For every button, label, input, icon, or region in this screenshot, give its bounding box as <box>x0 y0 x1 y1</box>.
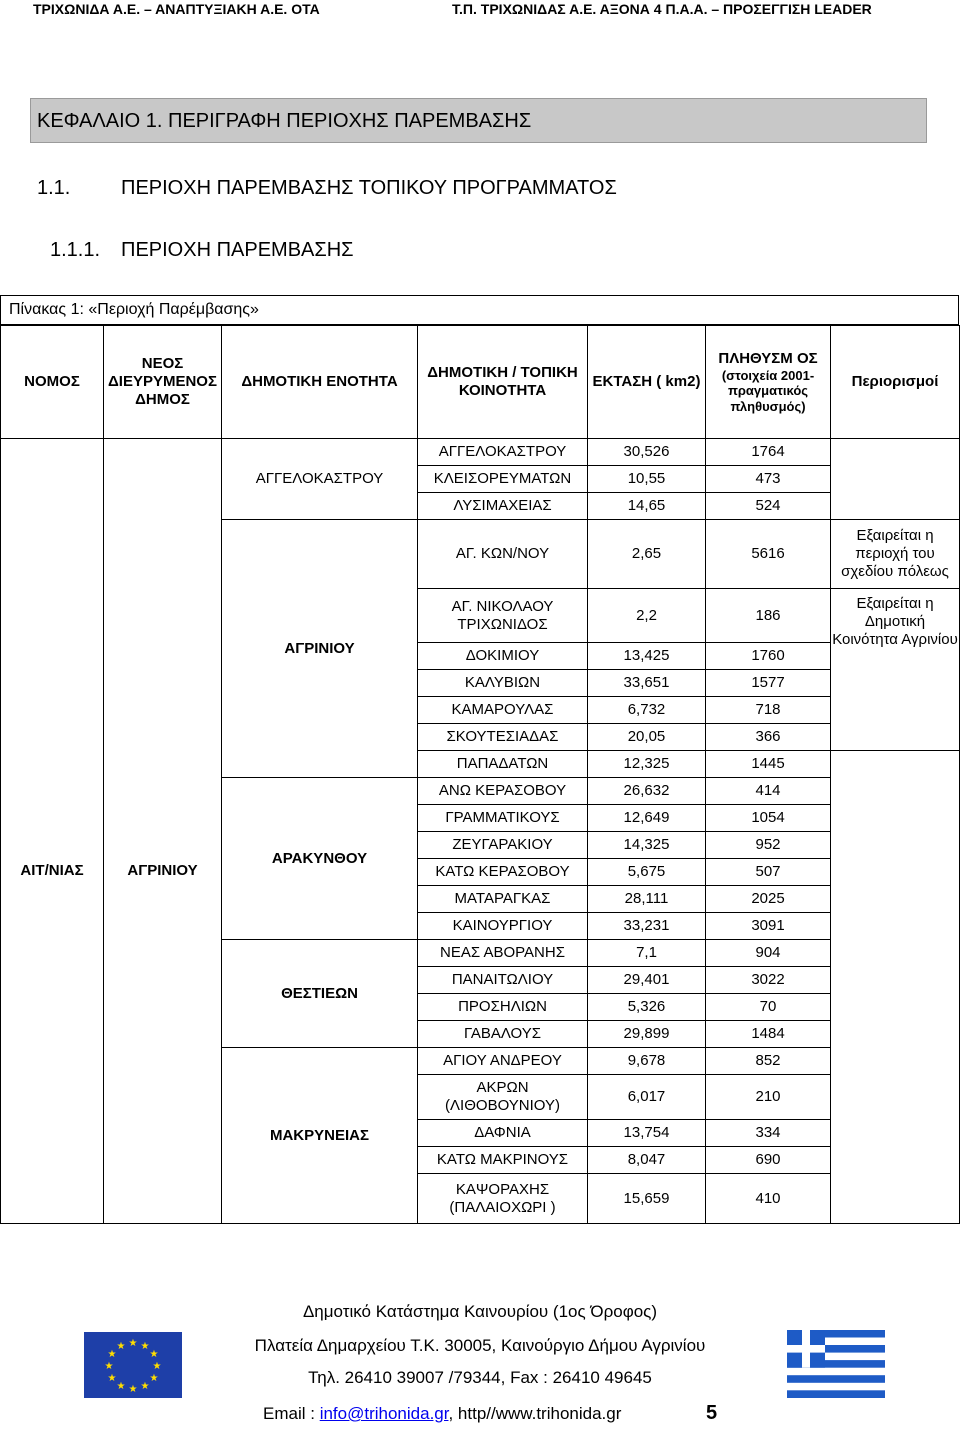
page-number: 5 <box>706 1402 718 1424</box>
svg-text:★: ★ <box>128 1338 138 1349</box>
section-heading <box>37 177 617 200</box>
koinotita-area: 15,659 <box>588 1174 706 1224</box>
koinotita-pop: 1764 <box>706 439 831 466</box>
svg-text:★: ★ <box>116 1381 126 1392</box>
svg-text:★: ★ <box>107 1373 117 1384</box>
koinotita-pop: 410 <box>706 1174 831 1224</box>
enotita-thestieon: ΘΕΣΤΙΕΩΝ <box>222 940 418 1048</box>
koinotita-name: ΚΑΛΥΒΙΩΝ <box>418 670 588 697</box>
koinotita-area: 6,017 <box>588 1075 706 1120</box>
area-table <box>0 325 960 1224</box>
svg-text:★: ★ <box>128 1384 138 1395</box>
koinotita-area: 6,732 <box>588 697 706 724</box>
chapter-title: ΚΕΦΑΛΑΙΟ 1. ΠΕΡΙΓΡΑΦΗ ΠΕΡΙΟΧΗΣ ΠΑΡΕΜΒΑΣΗΣ <box>37 110 532 132</box>
koinotita-name: ΓΑΒΑΛΟΥΣ <box>418 1021 588 1048</box>
restriction-town-plan: Εξαιρείται η περιοχή του σχεδίου πόλεως <box>831 520 960 589</box>
koinotita-pop: 1760 <box>706 643 831 670</box>
website-text: , http//www.trihonida.gr <box>448 1404 622 1423</box>
email-link[interactable]: info@trihonida.gr <box>319 1404 449 1423</box>
koinotita-name: ΛΥΣΙΜΑΧΕΙΑΣ <box>418 493 588 520</box>
koinotita-area: 29,899 <box>588 1021 706 1048</box>
koinotita-name: ΑΓΙΟΥ ΑΝΔΡΕΟΥ <box>418 1048 588 1075</box>
email-label: Email : <box>263 1404 320 1423</box>
koinotita-pop: 414 <box>706 778 831 805</box>
koinotita-pop: 690 <box>706 1147 831 1174</box>
header-dimos: ΝΕΟΣ ΔΙΕΥΡΥΜΕΝΟΣ ΔΗΜΟΣ <box>104 326 222 439</box>
header-left: ΤΡΙΧΩΝΙΔΑ Α.Ε. – ΑΝΑΠΤΥΞΙΑΚΗ Α.Ε. ΟΤΑ <box>33 1 320 17</box>
koinotita-pop: 1054 <box>706 805 831 832</box>
koinotita-area: 9,678 <box>588 1048 706 1075</box>
footer-address-1: Δημοτικό Κατάστημα Καινουρίου (1ος Όροφος) <box>302 1302 658 1321</box>
subsection-title: ΠΕΡΙΟΧΗ ΠΑΡΕΜΒΑΣΗΣ <box>121 239 354 261</box>
section-number: 1.1. <box>37 177 71 199</box>
koinotita-area: 20,05 <box>588 724 706 751</box>
enotita-makryneias: ΜΑΚΡΥΝΕΙΑΣ <box>222 1048 418 1224</box>
svg-text:★: ★ <box>104 1361 114 1372</box>
koinotita-name: ΚΑΙΝΟΥΡΓΙΟΥ <box>418 913 588 940</box>
koinotita-name: ΖΕΥΓΑΡΑΚΙΟΥ <box>418 832 588 859</box>
header-enotita: ΔΗΜΟΤΙΚΗ ΕΝΟΤΗΤΑ <box>222 326 418 439</box>
enotita-arakynthou: ΑΡΑΚΥΝΘΟΥ <box>222 778 418 940</box>
koinotita-area: 7,1 <box>588 940 706 967</box>
koinotita-pop: 186 <box>706 589 831 643</box>
svg-text:★: ★ <box>107 1349 117 1360</box>
koinotita-name: ΣΚΟΥΤΕΣΙΑΔΑΣ <box>418 724 588 751</box>
greek-flag-stripes-icon <box>787 1330 885 1398</box>
koinotita-pop: 334 <box>706 1120 831 1147</box>
section-title: ΠΕΡΙΟΧΗ ΠΑΡΕΜΒΑΣΗΣ ΤΟΠΙΚΟΥ ΠΡΟΓΡΑΜΜΑΤΟΣ <box>121 177 617 199</box>
restriction-empty <box>831 439 960 520</box>
nomos-cell-top <box>1 439 104 520</box>
koinotita-area: 29,401 <box>588 967 706 994</box>
svg-text:★: ★ <box>116 1341 126 1352</box>
koinotita-area: 5,326 <box>588 994 706 1021</box>
table-header-row <box>1 326 960 439</box>
dimos-cell: ΑΓΡΙΝΙΟΥ <box>104 520 222 1224</box>
koinotita-pop: 210 <box>706 1075 831 1120</box>
subsection-heading <box>50 239 354 262</box>
koinotita-area: 12,649 <box>588 805 706 832</box>
koinotita-pop: 507 <box>706 859 831 886</box>
eu-stars-icon <box>84 1332 182 1398</box>
enotita-agriniou: ΑΓΡΙΝΙΟΥ <box>222 520 418 778</box>
koinotita-area: 10,55 <box>588 466 706 493</box>
koinotita-name: ΚΑΤΩ ΜΑΚΡΙΝΟΥΣ <box>418 1147 588 1174</box>
header-nomos: ΝΟΜΟΣ <box>1 326 104 439</box>
subsection-number: 1.1.1. <box>50 239 101 261</box>
koinotita-area: 33,651 <box>588 670 706 697</box>
koinotita-name: ΜΑΤΑΡΑΓΚΑΣ <box>418 886 588 913</box>
koinotita-pop: 5616 <box>706 520 831 589</box>
koinotita-name: ΓΡΑΜΜΑΤΙΚΟΥΣ <box>418 805 588 832</box>
header-right: Τ.Π. ΤΡΙΧΩΝΙΔΑΣ Α.Ε. ΑΞΟΝΑ 4 Π.Α.Α. – ΠΡΟΣΕΓΓΙΣΗ LEADER <box>452 1 872 17</box>
koinotita-area: 30,526 <box>588 439 706 466</box>
koinotita-name: ΑΓ. ΝΙΚΟΛΑΟΥ ΤΡΙΧΩΝΙΔΟΣ <box>418 589 588 643</box>
koinotita-pop: 852 <box>706 1048 831 1075</box>
koinotita-pop: 524 <box>706 493 831 520</box>
table-caption-text: Πίνακας 1: «Περιοχή Παρέμβασης» <box>9 301 259 318</box>
koinotita-area: 13,754 <box>588 1120 706 1147</box>
koinotita-area: 14,65 <box>588 493 706 520</box>
greek-flag-icon <box>787 1330 885 1398</box>
koinotita-area: 2,2 <box>588 589 706 643</box>
koinotita-name: ΚΛΕΙΣΟΡΕΥΜΑΤΩΝ <box>418 466 588 493</box>
koinotita-name: ΑΓΓΕΛΟΚΑΣΤΡΟΥ <box>418 439 588 466</box>
koinotita-name: ΚΑΜΑΡΟΥΛΑΣ <box>418 697 588 724</box>
page-header <box>0 0 960 22</box>
koinotita-pop: 2025 <box>706 886 831 913</box>
koinotita-area: 26,632 <box>588 778 706 805</box>
nomos-cell: ΑΙΤ/ΝΙΑΣ <box>1 520 104 1224</box>
koinotita-name: ΑΓ. ΚΩΝ/ΝΟΥ <box>418 520 588 589</box>
koinotita-pop: 1445 <box>706 751 831 778</box>
footer-address-2: Πλατεία Δημαρχείου Τ.Κ. 30005, Καινούργιο Δήμου Αγρινίου <box>254 1336 706 1355</box>
koinotita-pop: 1577 <box>706 670 831 697</box>
koinotita-name: ΠΑΝΑΙΤΩΛΙΟΥ <box>418 967 588 994</box>
header-plithysmos-note: (στοιχεία 2001- πραγματικός πληθυσμός) <box>721 367 815 414</box>
table-row <box>1 439 960 466</box>
svg-text:★: ★ <box>149 1349 159 1360</box>
restriction-agriniou-community: Εξαιρείται η Δημοτική Κοινότητα Αγρινίου <box>831 589 960 751</box>
svg-text:★: ★ <box>140 1341 150 1352</box>
koinotita-area: 13,425 <box>588 643 706 670</box>
koinotita-name: ΝΕΑΣ ΑΒΟΡΑΝΗΣ <box>418 940 588 967</box>
koinotita-pop: 473 <box>706 466 831 493</box>
koinotita-pop: 3091 <box>706 913 831 940</box>
koinotita-area: 14,325 <box>588 832 706 859</box>
koinotita-name: ΔΟΚΙΜΙΟΥ <box>418 643 588 670</box>
koinotita-area: 33,231 <box>588 913 706 940</box>
koinotita-name: ΚΑΨΟΡΑΧΗΣ (ΠΑΛΑΙΟΧΩΡΙ ) <box>418 1174 588 1224</box>
footer-contact <box>263 1404 621 1424</box>
header-koinotita: ΔΗΜΟΤΙΚΗ / ΤΟΠΙΚΗ ΚΟΙΝΟΤΗΤΑ <box>418 326 588 439</box>
koinotita-name: ΑΝΩ ΚΕΡΑΣΟΒΟΥ <box>418 778 588 805</box>
footer-phone: Τηλ. 26410 39007 /79344, Fax : 26410 49645 <box>308 1368 652 1387</box>
header-periorismoi: Περιορισμοί <box>831 326 960 439</box>
koinotita-name: ΔΑΦΝΙΑ <box>418 1120 588 1147</box>
koinotita-pop: 904 <box>706 940 831 967</box>
koinotita-area: 12,325 <box>588 751 706 778</box>
koinotita-name: ΚΑΤΩ ΚΕΡΑΣΟΒΟΥ <box>418 859 588 886</box>
header-ektasi: ΕΚΤΑΣΗ ( km2) <box>588 326 706 439</box>
svg-text:★: ★ <box>152 1361 162 1372</box>
koinotita-name: ΠΡΟΣΗΛΙΩΝ <box>418 994 588 1021</box>
koinotita-area: 2,65 <box>588 520 706 589</box>
header-plithysmos <box>706 326 831 439</box>
chapter-heading <box>30 98 927 143</box>
header-plithysmos-title: ΠΛΗΘΥΣΜ ΟΣ <box>718 349 818 367</box>
koinotita-name: ΠΑΠΑΔΑΤΩΝ <box>418 751 588 778</box>
page-footer <box>0 1290 960 1436</box>
enotita-aggelokastrou: ΑΓΓΕΛΟΚΑΣΤΡΟΥ <box>222 439 418 520</box>
koinotita-pop: 1484 <box>706 1021 831 1048</box>
koinotita-area: 8,047 <box>588 1147 706 1174</box>
koinotita-pop: 70 <box>706 994 831 1021</box>
eu-flag-icon <box>84 1332 182 1398</box>
koinotita-area: 5,675 <box>588 859 706 886</box>
svg-text:★: ★ <box>149 1373 159 1384</box>
koinotita-pop: 3022 <box>706 967 831 994</box>
koinotita-pop: 366 <box>706 724 831 751</box>
koinotita-pop: 718 <box>706 697 831 724</box>
table-row <box>1 520 960 589</box>
koinotita-name: ΑΚΡΩΝ (ΛΙΘΟΒΟΥΝΙΟΥ) <box>418 1075 588 1120</box>
table-caption <box>0 295 959 325</box>
svg-text:★: ★ <box>140 1381 150 1392</box>
koinotita-pop: 952 <box>706 832 831 859</box>
koinotita-area: 28,111 <box>588 886 706 913</box>
dimos-cell-top <box>104 439 222 520</box>
restriction-empty <box>831 751 960 1224</box>
